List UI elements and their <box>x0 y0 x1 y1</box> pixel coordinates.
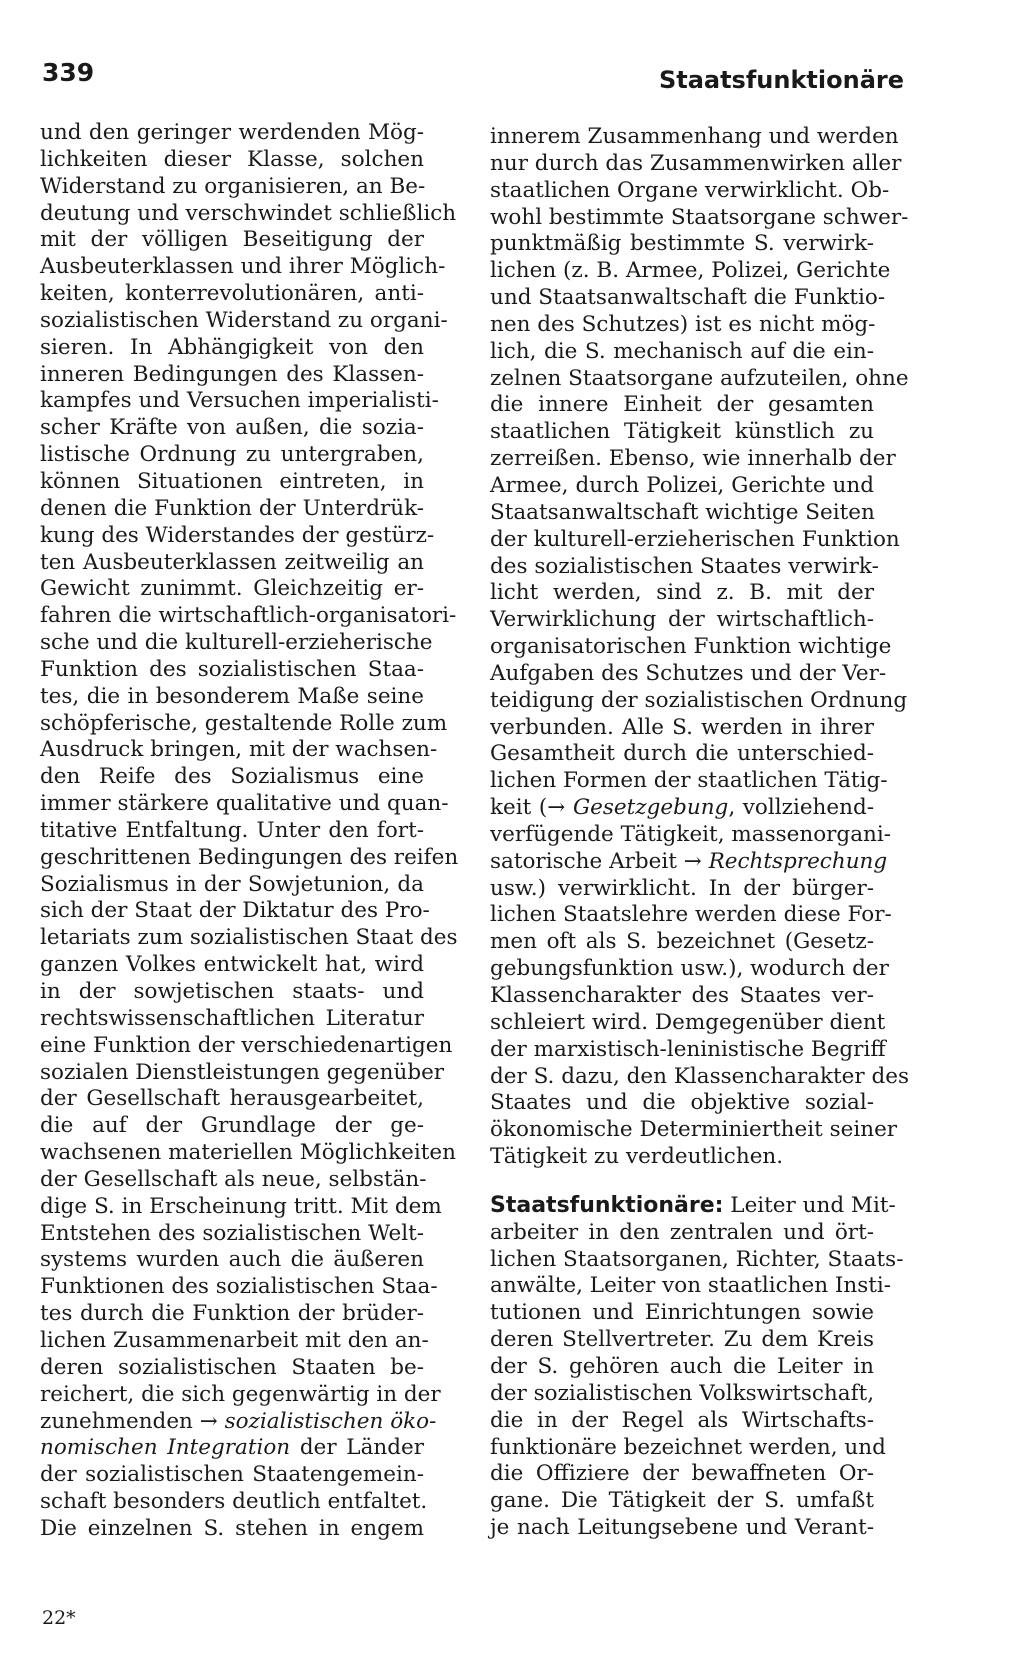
text-line: inneren Bedingungen des Klassen- <box>40 361 424 387</box>
text-line: der S. dazu, den Klassencharakter des <box>490 1063 910 1089</box>
text-line: lichen (z. B. Armee, Polizei, Gerichte <box>490 258 891 284</box>
text-line: sieren. In Abhängigkeit von den <box>40 334 424 360</box>
text-line: verbunden. Alle S. werden in ihrer <box>490 714 874 740</box>
text-line: licht werden, sind z. B. mit der <box>490 580 874 606</box>
text-line: nomischen Integration der Länder <box>40 1435 425 1461</box>
text-line: lichen Staatslehre werden diese For- <box>490 902 892 928</box>
text-line: Staatsanwaltschaft wichtige Seiten <box>490 499 875 525</box>
text-line: wachsenen materiellen Möglichkeiten <box>40 1140 456 1166</box>
text-line: lichkeiten dieser Klasse, solchen <box>40 146 424 172</box>
text-line: titative Entfaltung. Unter den fort- <box>40 817 424 843</box>
text-line: dige S. in Erscheinung tritt. Mit dem <box>40 1193 442 1219</box>
text-line: und den geringer werdenden Mög- <box>40 120 424 145</box>
text-line: ten Ausbeuterklassen zeitweilig an <box>40 549 424 575</box>
running-head: Staatsfunktionäre <box>658 66 904 94</box>
text-line: tutionen und Einrichtungen sowie <box>490 1300 874 1326</box>
text-line: mit der völligen Beseitigung der <box>40 227 424 253</box>
text-line: staatlichen Tätigkeit künstlich zu <box>490 419 874 445</box>
text-line: denen die Funktion der Unterdrük- <box>40 495 424 521</box>
text-line: die in der Regel als Wirtschafts- <box>490 1407 874 1433</box>
text-line: scher Kräfte von außen, die sozia- <box>40 415 424 441</box>
text-line: organisatorischen Funktion wichtige <box>490 634 892 660</box>
text-line: Gesamtheit durch die unterschied- <box>490 741 874 767</box>
text-line: eine Funktion der verschiedenartigen <box>40 1032 453 1058</box>
text-line: der sozialistischen Volkswirtschaft, <box>490 1380 875 1406</box>
text-line: schöpferische, gestaltende Rolle zum <box>40 710 448 736</box>
text-line: punktmäßig bestimmte S. verwirk- <box>490 231 874 257</box>
text-line: sozialistischen Widerstand zu organi- <box>40 307 448 333</box>
text-line: Sozialismus in der Sowjetunion, da <box>40 871 424 897</box>
text-line: sche und die kulturell-erzieherische <box>40 630 433 656</box>
text-line: zelnen Staatsorgane aufzuteilen, ohne <box>490 365 909 391</box>
text-line: gane. Die Tätigkeit der S. umfaßt <box>490 1488 874 1514</box>
text-line: je nach Leitungsebene und Verant- <box>490 1515 874 1541</box>
text-line: kung des Widerstandes der gestürz- <box>40 522 435 548</box>
text-line: Aufgaben des Schutzes und der Ver- <box>490 660 887 686</box>
text-line: fahren die wirtschaftlich-organisatori- <box>40 603 457 629</box>
text-line: lich, die S. mechanisch auf die ein- <box>490 338 874 364</box>
text-line: ökonomische Determiniertheit seiner <box>490 1117 898 1143</box>
text-line: gebungsfunktion usw.), wodurch der <box>490 956 889 982</box>
entry-staatsfunktionaere <box>490 1192 904 1542</box>
headword: Staatsfunktionäre: <box>490 1192 724 1218</box>
text-line: deren Stellvertreter. Zu dem Kreis <box>490 1327 874 1353</box>
text-line: Klassencharakter des Staates ver- <box>490 983 874 1008</box>
text-line: Widerstand zu organisieren, an Be- <box>40 173 426 199</box>
text-line: wohl bestimmte Staatsorgane schwer- <box>490 204 909 230</box>
text-line: lichen Zusammenarbeit mit den an- <box>40 1327 429 1353</box>
entry-separator <box>490 1171 874 1193</box>
text-line: keit (→ Gesetzgebung, vollziehend- <box>490 795 875 821</box>
text-line: Funktion des sozialistischen Staa- <box>40 656 424 682</box>
left-column <box>40 120 459 1543</box>
text-line: Die einzelnen S. stehen in engem <box>40 1515 424 1541</box>
text-line: der marxistisch-leninistische Begriff <box>490 1036 886 1062</box>
text-line: deutung und verschwindet schließlich <box>40 200 457 226</box>
text-line: geschrittenen Bedingungen des reifen <box>40 844 459 870</box>
text-line: anwälte, Leiter von staatlichen Insti- <box>490 1273 892 1299</box>
text-line: den Reife des Sozialismus eine <box>40 764 424 790</box>
text-line: können Situationen eintreten, in <box>40 468 424 494</box>
text-line: Funktionen des sozialistischen Staa- <box>40 1274 438 1300</box>
text-line: sozialen Dienstleistungen gegenüber <box>40 1059 445 1085</box>
text-line: tes durch die Funktion der brüder- <box>40 1301 424 1327</box>
text-line: rechtswissenschaftlichen Literatur <box>40 1005 424 1031</box>
text-line: funktionäre bezeichnet werden, und <box>490 1434 886 1460</box>
text-line: die innere Einheit der gesamten <box>490 392 874 418</box>
text-line: der kulturell-erzieherischen Funktion <box>490 526 900 552</box>
text-line: arbeiter in den zentralen und ört- <box>490 1219 874 1245</box>
text-line: in der sowjetischen staats- und <box>40 979 424 1004</box>
text-line: keiten, konterrevolutionären, anti- <box>40 281 424 307</box>
text-line: Ausbeuterklassen und ihrer Möglich- <box>40 254 446 280</box>
text-line: und Staatsanwaltschaft die Funktio- <box>490 285 886 311</box>
right-column-text <box>490 124 910 1171</box>
text-line: usw.) verwirklicht. In der bürger- <box>490 875 874 901</box>
text-line: der Gesellschaft als neue, selbstän- <box>40 1166 427 1192</box>
text-line: nen des Schutzes) ist es nicht mög- <box>490 311 876 337</box>
text-line: tes, die in besonderem Maße seine <box>40 683 424 709</box>
text-line: Armee, durch Polizei, Gerichte und <box>490 472 874 498</box>
text-line: zunehmenden → sozialistischen öko- <box>40 1408 437 1434</box>
text-line: Tätigkeit zu verdeutlichen. <box>490 1144 784 1170</box>
text-line: listische Ordnung zu untergraben, <box>40 442 424 468</box>
text-line: Leiter und Mit- <box>723 1192 896 1218</box>
text-line: Verwirklichung der wirtschaftlich- <box>490 607 874 633</box>
text-line: lichen Formen der staatlichen Tätig- <box>490 768 888 794</box>
text-line: verfügende Tätigkeit, massenorgani- <box>490 821 891 847</box>
text-line: staatlichen Organe verwirklicht. Ob- <box>490 177 890 203</box>
page-number: 339 <box>42 58 95 87</box>
text-line: letariats zum sozialistischen Staat des <box>40 925 458 951</box>
text-line: kampfes und Versuchen imperialisti- <box>40 388 439 414</box>
text-line: der S. gehören auch die Leiter in <box>490 1353 874 1379</box>
text-line: deren sozialistischen Staaten be- <box>40 1354 424 1380</box>
text-line: men oft als S. bezeichnet (Gesetz- <box>490 929 874 955</box>
text-line: sich der Staat der Diktatur des Pro- <box>40 898 430 924</box>
right-column <box>490 124 910 1542</box>
text-line: reichert, die sich gegenwärtig in der <box>40 1381 441 1407</box>
text-line: der Gesellschaft herausgearbeitet, <box>40 1086 424 1112</box>
text-line: systems wurden auch die äußeren <box>40 1247 424 1273</box>
text-line: die Offiziere der bewaffneten Or- <box>490 1461 874 1487</box>
text-line: die auf der Grundlage der ge- <box>40 1113 424 1139</box>
text-line: Gewicht zunimmt. Gleichzeitig er- <box>40 576 424 602</box>
text-line: innerem Zusammenhang und werden <box>490 124 899 149</box>
text-line: schleiert wird. Demgegenüber dient <box>490 1009 886 1035</box>
text-line: schaft besonders deutlich entfaltet. <box>40 1489 428 1515</box>
text-line: satorische Arbeit → Rechtsprechung <box>490 848 888 874</box>
text-line: teidigung der sozialistischen Ordnung <box>490 687 908 713</box>
text-line: des sozialistischen Staates verwirk- <box>490 553 879 579</box>
text-line: immer stärkere qualitative und quan- <box>40 791 449 817</box>
text-line: Ausdruck bringen, mit der wachsen- <box>40 737 438 763</box>
text-line: nur durch das Zusammenwirken aller <box>490 150 902 176</box>
text-line: lichen Staatsorganen, Richter, Staats- <box>490 1246 904 1272</box>
entry-first-line <box>490 1192 896 1220</box>
signature-mark: 22* <box>42 1607 76 1629</box>
text-line: zerreißen. Ebenso, wie innerhalb der <box>490 446 896 472</box>
text-line: Staates und die objektive sozial- <box>490 1090 874 1116</box>
text-line: ganzen Volkes entwickelt hat, wird <box>40 952 424 978</box>
text-line: Entstehen des sozialistischen Welt- <box>40 1220 424 1246</box>
text-line: der sozialistischen Staatengemein- <box>40 1462 424 1488</box>
